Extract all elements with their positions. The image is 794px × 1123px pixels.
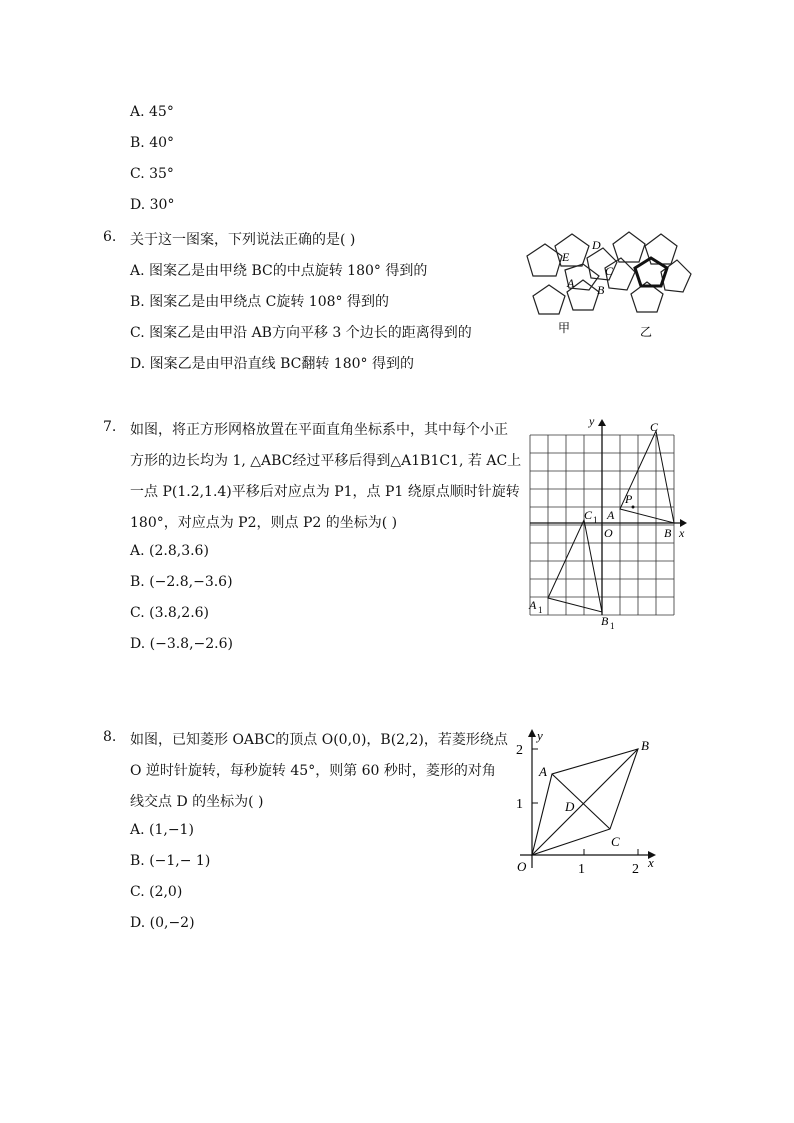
q6-number: 6.: [103, 229, 117, 245]
q6-pentagon-figure: [515, 228, 675, 338]
q8-option-a[interactable]: A. (1,−1): [130, 822, 194, 838]
pentagon-jia-4: [533, 285, 565, 314]
q7-stem-line-1: 如图，将正方形网格放置在平面直角坐标系中，其中每个小正: [130, 422, 508, 438]
q7-stem-line-2: 方形的边长均为 1, △ABC经过平移后得到△A1B1C1, 若 AC上: [130, 453, 522, 469]
q8-tick-x1: 1: [578, 862, 585, 877]
q7-label-b1: B: [601, 614, 609, 628]
q7-label-b1-sub: 1: [610, 621, 615, 631]
q7-option-a[interactable]: A. (2.8,3.6): [130, 543, 209, 559]
label-e: E: [562, 250, 570, 264]
q5-option-d[interactable]: D. 30°: [130, 197, 175, 213]
q7-option-b[interactable]: B. (−2.8,−3.6): [130, 574, 233, 590]
q8-tick-x2: 2: [632, 862, 639, 877]
q5-option-c[interactable]: C. 35°: [130, 166, 174, 182]
q8-label-c: C: [611, 834, 620, 849]
q5-option-b[interactable]: B. 40°: [130, 135, 175, 151]
label-a: A: [567, 276, 575, 290]
pentagon-yi-1: [613, 232, 645, 262]
q7-label-a1-sub: 1: [538, 605, 543, 615]
caption-jia: 甲: [558, 321, 571, 335]
q8-tick-y2: 2: [516, 743, 523, 758]
q7-label-x: x: [679, 526, 685, 540]
q7-label-a: A: [607, 508, 615, 522]
q7-number: 7.: [103, 419, 117, 435]
q8-rhombus-figure: [500, 728, 665, 877]
q8-label-a: A: [539, 764, 547, 779]
q8-stem-line-1: 如图，已知菱形 OABC的顶点 O(0,0)，B(2,2)，若菱形绕点: [130, 732, 508, 748]
q7-label-p: P: [625, 492, 633, 506]
q8-stem-line-2: O 逆时针旋转，每秒旋转 45°，则第 60 秒时，菱形的对角: [130, 763, 496, 779]
q7-label-a1: A: [529, 598, 537, 612]
pentagon-jia-1: [527, 244, 562, 276]
q8-y-arrow: [528, 729, 536, 737]
q7-label-y: y: [589, 414, 595, 428]
q7-label-c: C: [650, 420, 659, 434]
q8-number: 8.: [103, 729, 117, 745]
q7-option-c[interactable]: C. (3.8,2.6): [130, 605, 210, 621]
q7-y-arrow: [598, 419, 606, 426]
label-b: B: [597, 283, 605, 297]
label-c: C: [605, 264, 614, 278]
q7-option-d[interactable]: D. (−3.8,−2.6): [130, 636, 233, 652]
q8-option-b[interactable]: B. (−1,− 1): [130, 853, 211, 869]
q7-grid-figure: [525, 415, 695, 630]
q7-triangle-a1b1c1: [548, 520, 602, 612]
q7-label-o: O: [604, 526, 613, 540]
q7-label-b: B: [664, 526, 672, 540]
q7-label-c1-sub: 1: [593, 515, 598, 525]
q6-option-c[interactable]: C. 图案乙是由甲沿 AB方向平移 3 个边长的距离得到的: [130, 325, 472, 341]
q8-label-b: B: [641, 738, 649, 753]
q5-option-a[interactable]: A. 45°: [130, 104, 174, 120]
pentagon-jia-2: [555, 234, 589, 266]
q6-option-d[interactable]: D. 图案乙是由甲沿直线 BC翻转 180° 得到的: [130, 356, 414, 372]
q8-tick-y1: 1: [516, 797, 523, 812]
q8-label-d: D: [565, 799, 575, 814]
q8-label-y: y: [537, 728, 543, 743]
q7-label-c1: C: [584, 508, 593, 522]
q6-option-b[interactable]: B. 图案乙是由甲绕点 C旋转 108° 得到的: [130, 294, 389, 310]
caption-yi: 乙: [640, 325, 653, 339]
label-d: D: [592, 238, 601, 252]
q8-option-c[interactable]: C. (2,0): [130, 884, 183, 900]
q7-stem-line-3: 一点 P(1.2,1.4)平移后对应点为 P1，点 P1 绕原点顺时针旋转: [130, 484, 520, 500]
q8-diagonal-ac: [552, 774, 610, 829]
q8-stem-line-3: 线交点 D 的坐标为( ): [130, 794, 264, 810]
q8-label-o: O: [517, 859, 527, 874]
q7-triangle-abc: [620, 431, 674, 523]
q6-stem: 关于这一图案，下列说法正确的是( ): [130, 232, 356, 248]
q8-label-x: x: [648, 855, 654, 870]
q7-stem-line-4: 180°，对应点为 P2，则点 P2 的坐标为( ): [130, 515, 398, 531]
q8-option-d[interactable]: D. (0,−2): [130, 915, 195, 931]
q6-option-a[interactable]: A. 图案乙是由甲绕 BC的中点旋转 180° 得到的: [130, 263, 428, 279]
